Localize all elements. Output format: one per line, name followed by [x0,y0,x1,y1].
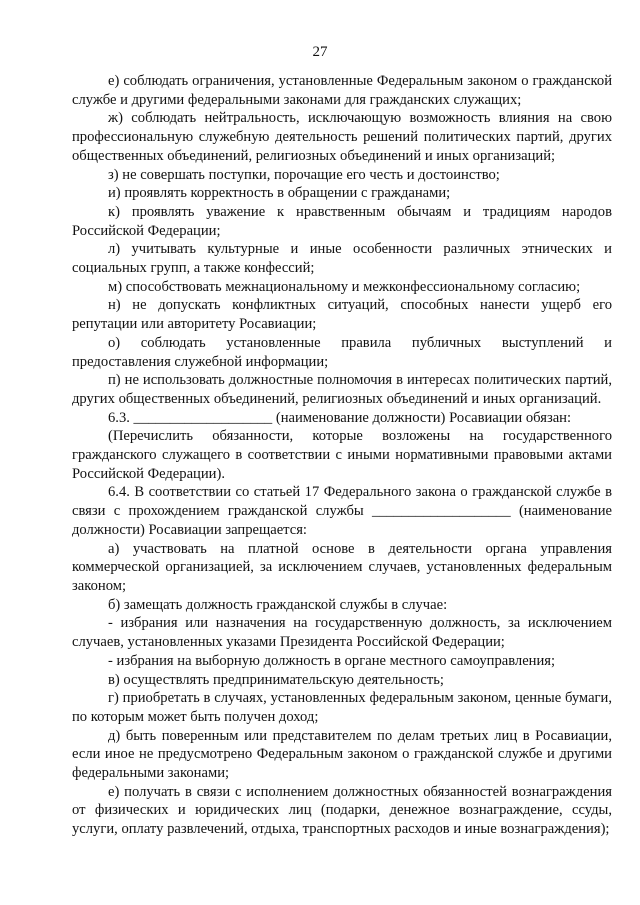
paragraph: 6.4. В соответствии со статьей 17 Федерального закона о гражданской службе в связи с прохождением гражданской службы ___________________ (наименование должности) Росавиации запрещается: [72,484,612,538]
paragraph: - избрания на выборную должность в органе местного самоуправления; [108,652,556,669]
paragraph: п) не использовать должностные полномочия в интересах политических партий, других общественных объединений, религиозных объединений и иных организаций. [72,372,612,407]
paragraph: а) участвовать на платной основе в деятельности органа управления коммерческой организацией, за исключением случаев, установленных федеральным законом; [72,540,612,594]
paragraph: ж) соблюдать нейтральность, исключающую возможность влияния на свою профессиональную служебную деятельность решений политических партий, других общественных объединений, религиозных объединений и иных организаций; [72,110,612,164]
paragraph: з) не совершать поступки, порочащие его честь и достоинство; [108,166,500,183]
page-number: 27 [312,44,328,60]
paragraph: б) замещать должность гражданской службы в случае: [108,596,448,613]
paragraph: л) учитывать культурные и иные особенности различных этнических и социальных групп, а также конфессий; [72,241,612,277]
paragraph: (Перечислить обязанности, которые возложены на государственного гражданского служащего в соответствии с иными нормативными правовыми актами Российской Федерации). [72,428,612,482]
paragraph: г) приобретать в случаях, установленных федеральным законом, ценные бумаги, по которым может быть получен доход; [72,690,612,725]
paragraph: е) получать в связи с исполнением должностных обязанностей вознаграждения от физических и юридических лиц (подарки, денежное вознаграждение, ссуды, услуги, оплату развлечений, отдыха, транспортных расходов и иные вознаграждения); [72,783,612,838]
paragraph: и) проявлять корректность в обращении с гражданами; [108,185,451,202]
document-body [72,72,612,839]
paragraph: - избрания или назначения на государственную должность, за исключением случаев, установленных указами Президента Российской Федерации; [72,615,612,651]
paragraph: к) проявлять уважение к нравственным обычаям и традициям народов Российской Федерации; [72,203,612,239]
paragraph: в) осуществлять предпринимательскую деятельность; [108,671,444,688]
paragraph: м) способствовать межнациональному и межконфессиональному согласию; [108,278,581,295]
paragraph: о) соблюдать установленные правила публичных выступлений и предоставления служебной информации; [72,334,612,370]
paragraph: е) соблюдать ограничения, установленные Федеральным законом о гражданской службе и другими федеральными законами для гражданских служащих; [72,73,612,108]
paragraph: н) не допускать конфликтных ситуаций, способных нанести ущерб его репутации или авторитету Росавиации; [72,297,612,333]
paragraph: д) быть поверенным или представителем по делам третьих лиц в Росавиации, если иное не предусмотрено Федеральным законом о гражданской службе и другими федеральными законами; [72,727,612,782]
paragraph: 6.3. ___________________ (наименование должности) Росавиации обязан: [108,409,572,426]
